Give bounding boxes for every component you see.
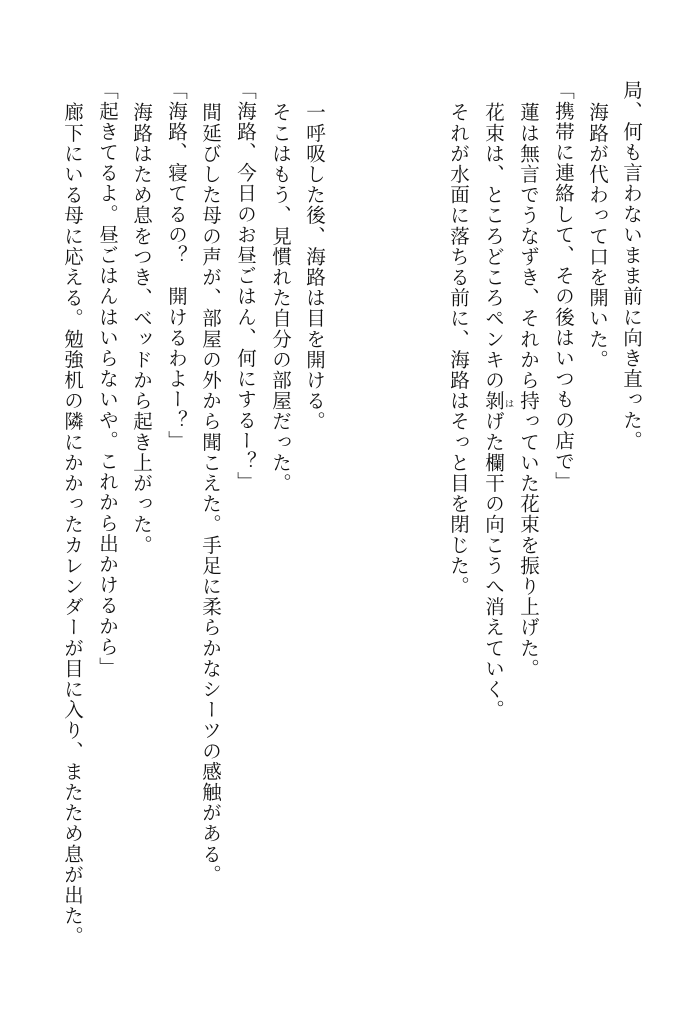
text-line: 海路が代わって口を開いた。 [586,102,609,370]
text-line: それが水面に落ちる前に、海路はそっと目を閉じた。 [447,102,470,597]
text-line: 「起きてるよ。昼ごはんはいらないや。これから出かけるから」 [96,80,119,678]
text-line [479,102,503,720]
text-line: 「携帯に連絡して、その後はいつもの店で」 [552,80,575,492]
text-line: 海路はため息をつき、ベッドから起き上がった。 [130,102,153,556]
text-line-part: 花束は、ところどころペンキの剝 [482,102,505,411]
text-line: 局、何も言わないまま前に向き直った。 [620,80,643,451]
text-line: 蓮は無言でうなずき、それから持っていた花束を振り上げた。 [517,102,540,679]
text-line-part: げた欄干の向こうへ消えていく。 [482,411,505,720]
text-line: そこはもう、見慣れた自分の部屋だった。 [269,102,292,494]
furigana-reading: は [505,400,515,410]
text-line: 「海路、寝てるの？ 開けるわよー？」 [165,80,188,451]
text-line: 廊下にいる母に応える。勉強机の隣にかかったカレンダーが目に入り、またため息が出た。 [61,102,84,947]
text-line: 「海路、今日のお昼ごはん、何にするー？」 [234,80,257,492]
text-line: 間延びした母の声が、部屋の外から聞こえた。手足に柔らかなシーツの感触がある。 [199,102,222,885]
text-line: 一呼吸した後、海路は目を開ける。 [303,102,326,432]
